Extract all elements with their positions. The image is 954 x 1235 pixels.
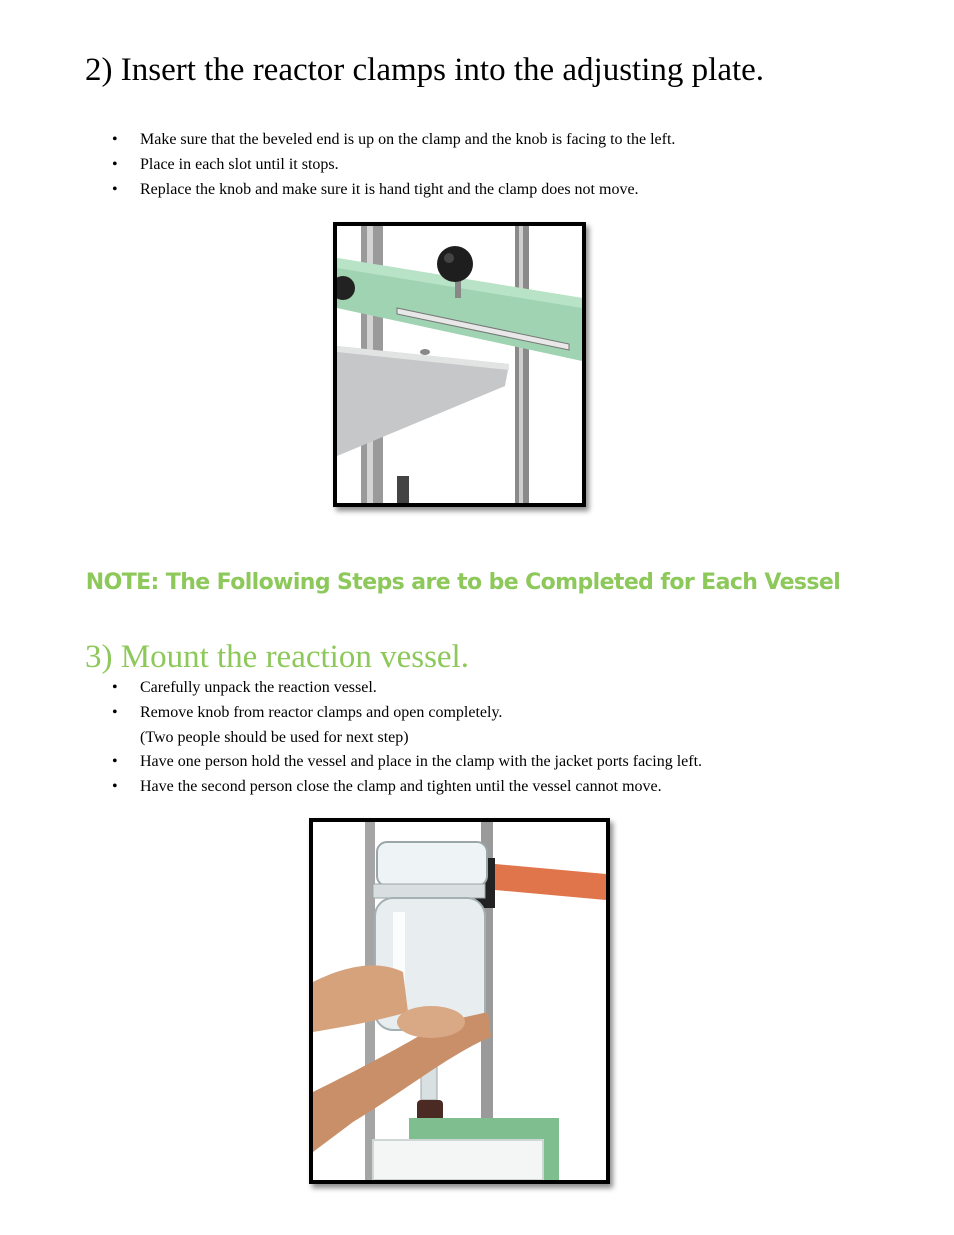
section-3-bullet-list xyxy=(112,676,900,800)
note-banner: NOTE: The Following Steps are to be Completed for Each Vessel xyxy=(85,570,841,595)
section-2-bullet-list xyxy=(112,128,900,202)
list-item: • Replace the knob and make sure it is hand tight and the clamp does not move. xyxy=(140,178,900,203)
bullet-icon: • xyxy=(112,155,118,173)
list-item: • Have the second person close the clamp and tighten until the vessel cannot move. xyxy=(140,775,900,800)
bullet-icon: • xyxy=(112,703,118,721)
bullet-icon: • xyxy=(112,753,118,771)
list-item: • Place in each slot until it stops. xyxy=(140,153,900,178)
list-item: (Two people should be used for next step) xyxy=(140,728,409,746)
bullet-icon: • xyxy=(112,131,118,148)
list-item: • Carefully unpack the reaction vessel. xyxy=(140,676,900,701)
vessel-mount-photo xyxy=(309,818,610,1184)
list-item: • Have one person hold the vessel and place in the clamp with the jacket ports facing left. xyxy=(140,750,900,775)
bullet-icon: • xyxy=(112,679,118,696)
section-3-heading: 3) Mount the reaction vessel. xyxy=(85,639,469,675)
bullet-icon: • xyxy=(112,778,118,796)
section-2-heading: 2) Insert the reactor clamps into the adjusting plate. xyxy=(85,52,765,88)
list-item: • Remove knob from reactor clamps and open completely. xyxy=(140,701,900,726)
clamp-plate-photo xyxy=(333,222,586,507)
bullet-icon: • xyxy=(112,180,118,198)
list-item: • Make sure that the beveled end is up on the clamp and the knob is facing to the left. xyxy=(140,128,900,153)
